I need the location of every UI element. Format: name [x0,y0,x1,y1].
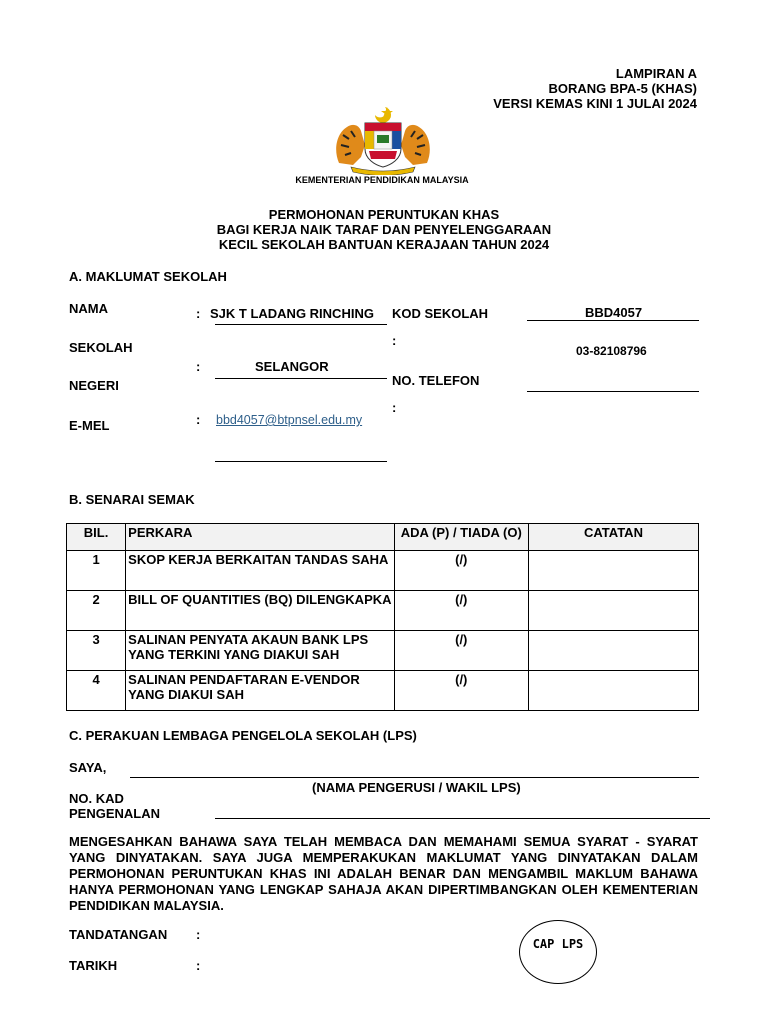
table-row [67,551,699,591]
kod-underline [527,320,699,321]
row-catatan[interactable] [528,631,698,671]
form-title [0,207,768,252]
senarai-semak-table [66,523,699,711]
nama-pengerusi-line[interactable] [130,777,699,778]
telefon-colon: : [392,400,397,415]
emel-colon: : [196,412,201,427]
title-line-3: KECIL SEKOLAH BANTUAN KERAJAAN TAHUN 2024 [218,237,550,252]
no-kad-line[interactable] [215,818,710,819]
negeri-colon: : [196,359,201,374]
version-label: VERSI KEMAS KINI 1 JULAI 2024 [493,96,697,111]
row-bil: 1 [67,551,126,591]
title-line-2: BAGI KERJA NAIK TARAF DAN PENYELENGGARAAN [216,222,552,237]
perkara-text: BILL OF QUANTITIES (BQ) DILENGKAPKA [128,592,392,607]
sekolah-label: SEKOLAH [69,340,133,355]
table-row [67,631,699,671]
row-bil: 2 [67,591,126,631]
cap-lps-label: CAP LPS [532,937,584,951]
emel-label: E-MEL [69,418,110,433]
table-row [67,591,699,631]
section-a-heading: A. MAKLUMAT SEKOLAH [69,269,227,284]
cap-lps-stamp-area [519,920,597,984]
col-bil: BIL. [67,524,126,551]
no-kad-label-line2: PENGENALAN [69,806,161,821]
no-kad-label [69,791,160,821]
row-bil: 4 [67,671,126,711]
perkara-text: SKOP KERJA BERKAITAN TANDAS SAHA [128,552,389,567]
row-ada-check[interactable]: (/) [394,631,528,671]
row-catatan[interactable] [528,551,698,591]
lampiran-label: LAMPIRAN A [615,66,697,81]
col-catatan: CATATAN [528,524,698,551]
declaration-text: MENGESAHKAN BAHAWA SAYA TELAH MEMBACA DAN MEMAHAMI SEMUA SYARAT - SYARAT YANG DINYATAKAN. SAYA JUGA MEMPERAKUKAN MAKLUMAT YANG DINYATAKAN DALAM PERMOHONAN PERUNTUKAN KHAS INI ADALAH BENAR DAN MENGAMBIL MAKLUM BAHAWA HANYA PERMOHONAN YANG LENGKAP SAHAJA AKAN DIPERTIMBANGKAN OLEH KEMENTERIAN PENDIDIKAN MALAYSIA. [69,834,698,913]
row-perkara [126,551,394,591]
negeri-label: NEGERI [69,378,119,393]
tandatangan-colon: : [196,927,201,942]
nama-underline [215,324,387,325]
tandatangan-label: TANDATANGAN [69,927,168,942]
row-perkara [126,671,394,711]
kod-colon: : [392,333,397,348]
nama-label: NAMA [69,301,108,316]
kod-sekolah-label: KOD SEKOLAH [392,306,489,321]
table-header-row [67,524,699,551]
tarikh-label: TARIKH [69,958,118,973]
row-ada-check[interactable]: (/) [394,671,528,711]
row-ada-check[interactable]: (/) [394,591,528,631]
emel-underline [215,461,387,462]
col-ada-tiada: ADA (P) / TIADA (O) [394,524,528,551]
kod-sekolah-value[interactable]: BBD4057 [585,305,643,320]
table-row [67,671,699,711]
negeri-underline [215,378,387,379]
row-bil: 3 [67,631,126,671]
negeri-value[interactable]: SELANGOR [255,359,329,374]
section-c-heading: C. PERAKUAN LEMBAGA PENGELOLA SEKOLAH (LPS) [69,728,417,743]
row-catatan[interactable] [528,671,698,711]
row-perkara [126,631,394,671]
telefon-value[interactable]: 03-82108796 [576,344,647,358]
nama-colon: : [196,306,201,321]
header-block [493,66,697,111]
ministry-name: KEMENTERIAN PENDIDIKAN MALAYSIA [295,175,469,185]
saya-label: SAYA, [69,760,107,775]
no-kad-label-line1: NO. KAD [69,791,124,806]
coat-of-arms-icon [331,105,435,175]
telefon-underline [527,391,699,392]
row-ada-check[interactable]: (/) [394,551,528,591]
tarikh-colon: : [196,958,201,973]
perkara-text: SALINAN PENDAFTARAN E-VENDOR YANG DIAKUI SAH [128,672,360,702]
nama-pengerusi-caption: (NAMA PENGERUSI / WAKIL LPS) [312,780,521,795]
row-perkara [126,591,394,631]
row-catatan[interactable] [528,591,698,631]
title-line-1: PERMOHONAN PERUNTUKAN KHAS [268,207,500,222]
nama-sekolah-value[interactable]: SJK T LADANG RINCHING [210,306,374,321]
section-b-heading: B. SENARAI SEMAK [69,492,195,507]
emel-link[interactable]: bbd4057@btpnsel.edu.my [216,413,363,427]
col-perkara: PERKARA [126,524,394,551]
telefon-label: NO. TELEFON [392,373,480,388]
perkara-text: SALINAN PENYATA AKAUN BANK LPS YANG TERKINI YANG DIAKUI SAH [128,632,369,662]
borang-code: BORANG BPA-5 (KHAS) [548,81,697,96]
